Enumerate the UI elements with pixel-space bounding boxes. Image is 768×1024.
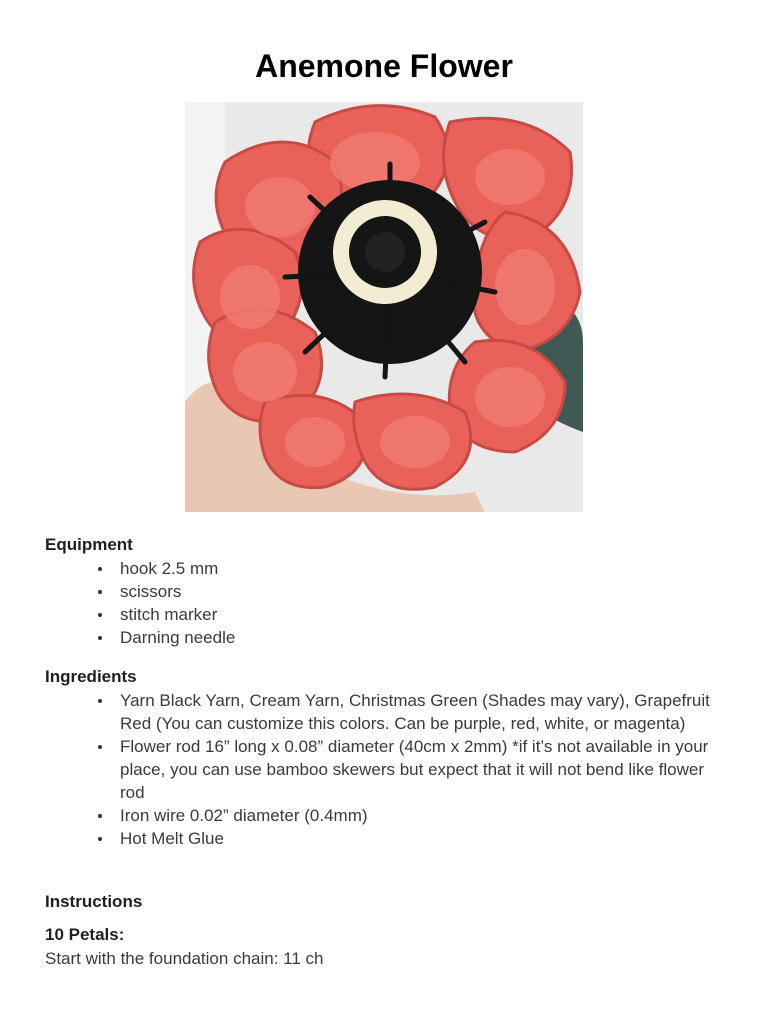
equipment-section bbox=[45, 533, 735, 649]
bullet-icon bbox=[98, 837, 102, 841]
list-item: stitch marker bbox=[120, 603, 735, 626]
instruction-text: Start with the foundation chain: 11 ch bbox=[45, 949, 324, 968]
bullet-icon bbox=[98, 699, 102, 703]
bullet-icon bbox=[98, 636, 102, 640]
list-item: Hot Melt Glue bbox=[120, 827, 735, 850]
ingredients-heading: Ingredients bbox=[45, 667, 137, 686]
ingredients-list bbox=[45, 689, 735, 850]
list-item: Flower rod 16” long x 0.08” diameter (40cm x 2mm) *if it’s not available in your place, you can use bamboo skewers but expect that it will not bend like flower rod bbox=[120, 735, 735, 804]
list-item: Darning needle bbox=[120, 626, 735, 649]
bullet-icon bbox=[98, 814, 102, 818]
bullet-icon bbox=[98, 613, 102, 617]
page-title: Anemone Flower bbox=[255, 48, 513, 84]
bullet-icon bbox=[98, 567, 102, 571]
list-item: Yarn Black Yarn, Cream Yarn, Christmas Green (Shades may vary), Grapefruit Red (You can customize this colors. Can be purple, red, white, or magenta) bbox=[120, 689, 735, 735]
ingredients-section bbox=[45, 665, 735, 850]
bullet-icon bbox=[98, 590, 102, 594]
list-item: hook 2.5 mm bbox=[120, 557, 735, 580]
equipment-heading: Equipment bbox=[45, 535, 133, 554]
list-item: Iron wire 0.02” diameter (0.4mm) bbox=[120, 804, 735, 827]
instructions-section bbox=[45, 890, 735, 970]
list-item: scissors bbox=[120, 580, 735, 603]
equipment-list bbox=[45, 557, 735, 649]
instructions-heading: Instructions bbox=[45, 892, 143, 911]
bullet-icon bbox=[98, 745, 102, 749]
anemone-flower-photo bbox=[185, 102, 583, 512]
petals-subheading: 10 Petals: bbox=[45, 925, 125, 944]
